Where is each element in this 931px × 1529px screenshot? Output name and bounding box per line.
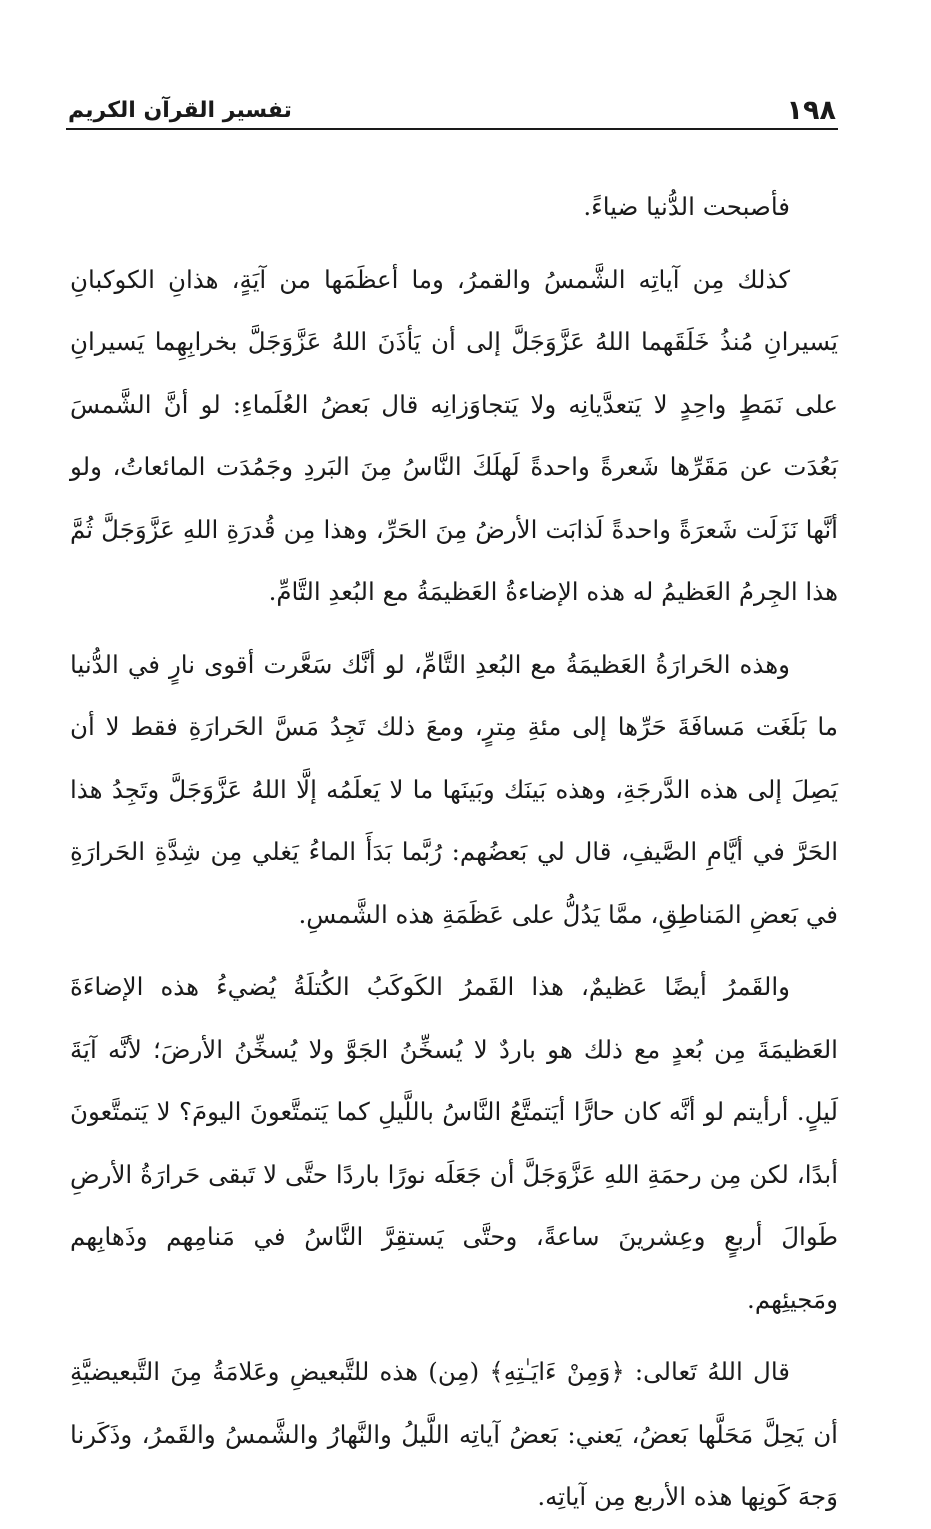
header-divider [66,128,838,130]
paragraph-4: والقَمرُ أيضًا عَظيمٌ، هذا القَمرُ الكَوكَبُ الكُتلَةُ يُضيءُ هذه الإضاءَةَ العَظيمَةَ مِن بُعدٍ مع ذلك هو باردٌ لا يُسخِّنُ الجَوَّ ولا يُسخِّنُ الأرضَ؛ لأنَّه آيَةَ لَيلٍ. أرأيتم لو أنَّه كان حارًّا أيَتمتَّعُ النَّاسُ باللَّيلِ كما يَتمتَّعونَ اليومَ؟ لا يَتمتَّعونَ أبدًا، لكن مِن رحمَةِ اللهِ عَزَّوَجَلَّ أن جَعَلَه نورًا باردًا حتَّى لا تَبقى حَرارَةُ الأرضِ طَوالَ أربعٍ وعِشرينَ ساعةً، وحتَّى يَستقِرَّ النَّاسُ في مَنامِهم وذَهابِهم ومَجيئِهم. [70,972,838,1314]
running-header [68,92,836,126]
paragraph-5: قال اللهُ تَعالى: ﴿وَمِنْ ءَايَـٰتِهِ﴾ (مِن) هذه للتَّبعيضِ وعَلامَةُ مِنَ التَّبعيضيَّةِ أن يَحِلَّ مَحَلَّها بَعضُ، يَعني: بَعضُ آياتِه اللَّيلُ والنَّهارُ والشَّمسُ والقَمرُ، وذَكَرنا وَجهَ كَونِها هذه الأربع مِن آياتِه. [70,1357,838,1511]
page-number: ١٩٨ [786,95,836,126]
body-text [70,176,838,1529]
book-title: تفسير القرآن الكريم [68,98,292,123]
paragraph-2: كذلك مِن آياتِه الشَّمسُ والقمرُ، وما أعظَمَها من آيَةٍ، هذانِ الكوكبانِ يَسيرانِ مُنذُ خَلَقَهما اللهُ عَزَّوَجَلَّ إلى أن يَأذَنَ اللهُ عَزَّوَجَلَّ بخرابِهِما يَسيرانِ على نَمَطٍ واحِدٍ لا يَتعدَّيانِه ولا يَتجاوَزانِه قال بَعضُ العُلَماءِ: لو أنَّ الشَّمسَ بَعُدَت عن مَقَرِّها شَعرةً واحدةً لَهلَكَ النَّاسُ مِنَ البَردِ وجَمُدَت المائعاتُ، ولو أنَّها نَزَلَت شَعرَةً واحدةً لَذابَت الأرضُ مِنَ الحَرِّ، وهذا مِن قُدرَةِ اللهِ عَزَّوَجَلَّ ثُمَّ هذا الجِرمُ العَظيمُ له هذه الإضاءةُ العَظيمَةُ مع البُعدِ التَّامِّ. [70,264,838,606]
paragraph-3: وهذه الحَرارَةُ العَظيمَةُ مع البُعدِ التَّامِّ، لو أنَّك سَعَّرت أقوى نارٍ في الدُّنيا ما بَلَغَت مَسافَةَ حَرِّها إلى مئةِ مِترٍ، ومعَ ذلك تَجِدُ مَسَّ الحَرارَةِ فقط لا أن يَصِلَ إلى هذه الدَّرجَةِ، وهذه بَينَك وبَينَها ما لا يَعلَمُه إلَّا اللهُ عَزَّوَجَلَّ وتَجِدُ هذا الحَرَّ في أيَّامِ الصَّيفِ، قال لي بَعضُهم: رُبَّما بَدَأَ الماءُ يَغلي مِن شِدَّةِ الحَرارَةِ في بَعضِ المَناطِقِ، ممَّا يَدُلُّ على عَظَمَةِ هذه الشَّمسِ. [70,649,838,929]
paragraph-1: فأصبحت الدُّنيا ضياءً. [583,192,790,221]
